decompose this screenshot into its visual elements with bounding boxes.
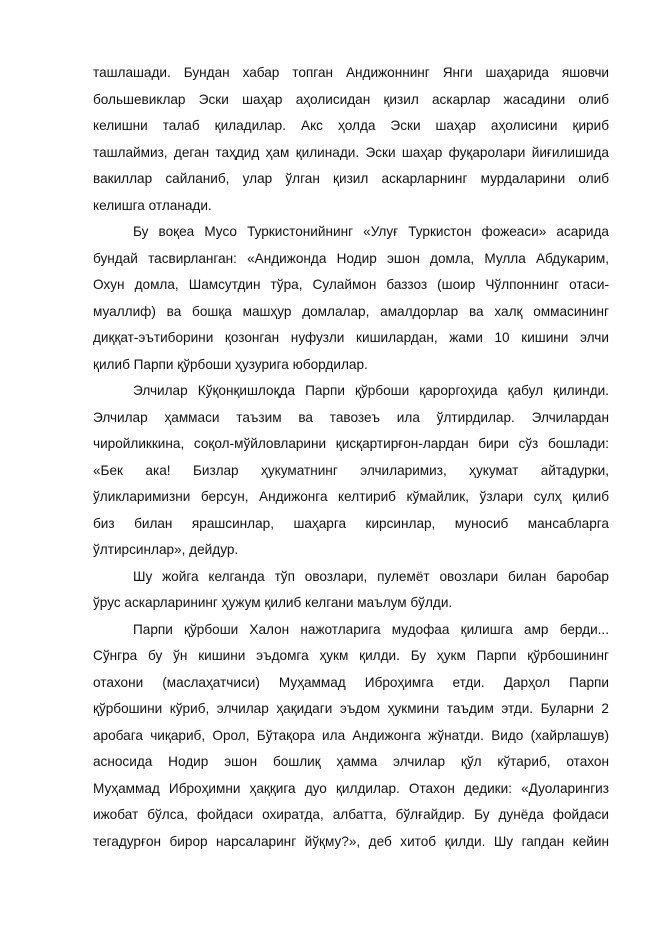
text-line: ижобат бўлса, фойдаси охиратда, албатта, бўлғайдир. Бу дунёда фойдаси (93, 807, 609, 822)
text-line: Шу жойга келганда тўп овозлари, пулемёт овозлари билан баробар (133, 568, 609, 584)
text-line: тегадурғон бирор нарсаларинг йўқму?», деб хитоб қилди. Шу гапдан кейин (93, 833, 609, 849)
text-line: отахони (маслаҳатчиси) Муҳаммад Иброҳимга етди. Дарҳол Парпи (93, 674, 609, 690)
text-line: диққат-эътиборини қозонган нуфузли кишилардан, жами 10 кишини элчи (93, 330, 609, 345)
text-line: ўлтирсинлар», дейдур. (93, 542, 239, 557)
text-line: «Бек ака! Бизлар ҳукуматнинг элчиларимиз, ҳукумат айтадурки, (93, 462, 609, 478)
text-line: ўликларимизни берсун, Андижонга келтириб кўмайлик, ўзлари сулҳ қилиб (93, 489, 609, 504)
text-line: биз билан ярашсинлар, шаҳарга кирсинлар, муносиб мансабларга (93, 515, 609, 531)
paragraph-1 (93, 60, 609, 219)
paragraph-3 (93, 378, 609, 564)
text-line: аробага чиқариб, Орол, Бўтақора ила Андижонга жўнатди. Видо (хайрлашув) (93, 727, 609, 743)
text-line: келишни талаб қиладилар. Акс ҳолда Эски шаҳар аҳолисини қириб (93, 118, 609, 133)
text-line: чиройликкина, соқол-мўйловларини қисқартирғон-лардан бири сўз бошлади: (93, 436, 609, 451)
text-line: бундай тасвирланган: «Андижонда Нодир эшон домла, Мулла Абдукарим, (93, 250, 609, 266)
text-line: Парпи қўрбоши Халон нажотларига мудофаа қилишга амр берди... (133, 621, 609, 637)
paragraph-4 (93, 564, 609, 617)
text-line: большевиклар Эски шаҳар аҳолисидан қизил аскарлар жасадини олиб (93, 91, 609, 107)
text-line: Элчилар Кўқонқишлоқда Парпи қўрбоши қароргоҳида қабул қилинди. (133, 383, 609, 398)
text-line: асносида Нодир эшон бошлиқ ҳамма элчилар қўл кўтариб, отахон (93, 754, 609, 769)
paragraph-2 (93, 219, 609, 378)
text-line: ташлашади. Бундан хабар топган Андижоннинг Янги шаҳарида яшовчи (93, 65, 609, 80)
text-line: Муҳаммад Иброҳимни ҳаққига дуо қилдилар. Отахон дедики: «Дуоларингиз (93, 780, 609, 796)
text-line: қўрбошини кўриб, элчилар ҳақидаги эъдом ҳукмини таъдим этди. Буларни 2 (93, 701, 609, 716)
text-line: ўрус аскарларининг ҳужум қилиб келгани маълум бўлди. (93, 595, 453, 610)
text-line: муаллиф) ва бошқа машҳур домлалар, амалдорлар ва халқ оммасининг (93, 303, 609, 319)
document-page (93, 60, 609, 855)
text-line: Элчилар ҳаммаси таъзим ва тавозеъ ила ўлтирдилар. Элчилардан (93, 409, 609, 425)
text-line: Сўнгра бу ўн кишини эъдомга ҳукм қилди. Бу ҳукм Парпи қўрбошининг (93, 648, 609, 663)
text-line: келишга отланади. (93, 197, 212, 213)
text-line: вакиллар сайланиб, улар ўлган қизил аскарларнинг мурдаларини олиб (93, 171, 609, 186)
text-line: ташлаймиз, деган таҳдид ҳам қилинади. Эски шаҳар фуқаролари йиғилишида (93, 144, 609, 160)
text-line: Бу воқеа Мусо Туркистонийнинг «Улуғ Туркистон фожеаси» асарида (133, 224, 609, 239)
text-line: қилиб Парпи қўрбоши ҳузурига юбордилар. (93, 356, 368, 372)
paragraph-5 (93, 617, 609, 856)
text-line: Охун домла, Шамсутдин тўра, Сулаймон баззоз (шоир Чўлпоннинг отаси- (93, 277, 609, 292)
